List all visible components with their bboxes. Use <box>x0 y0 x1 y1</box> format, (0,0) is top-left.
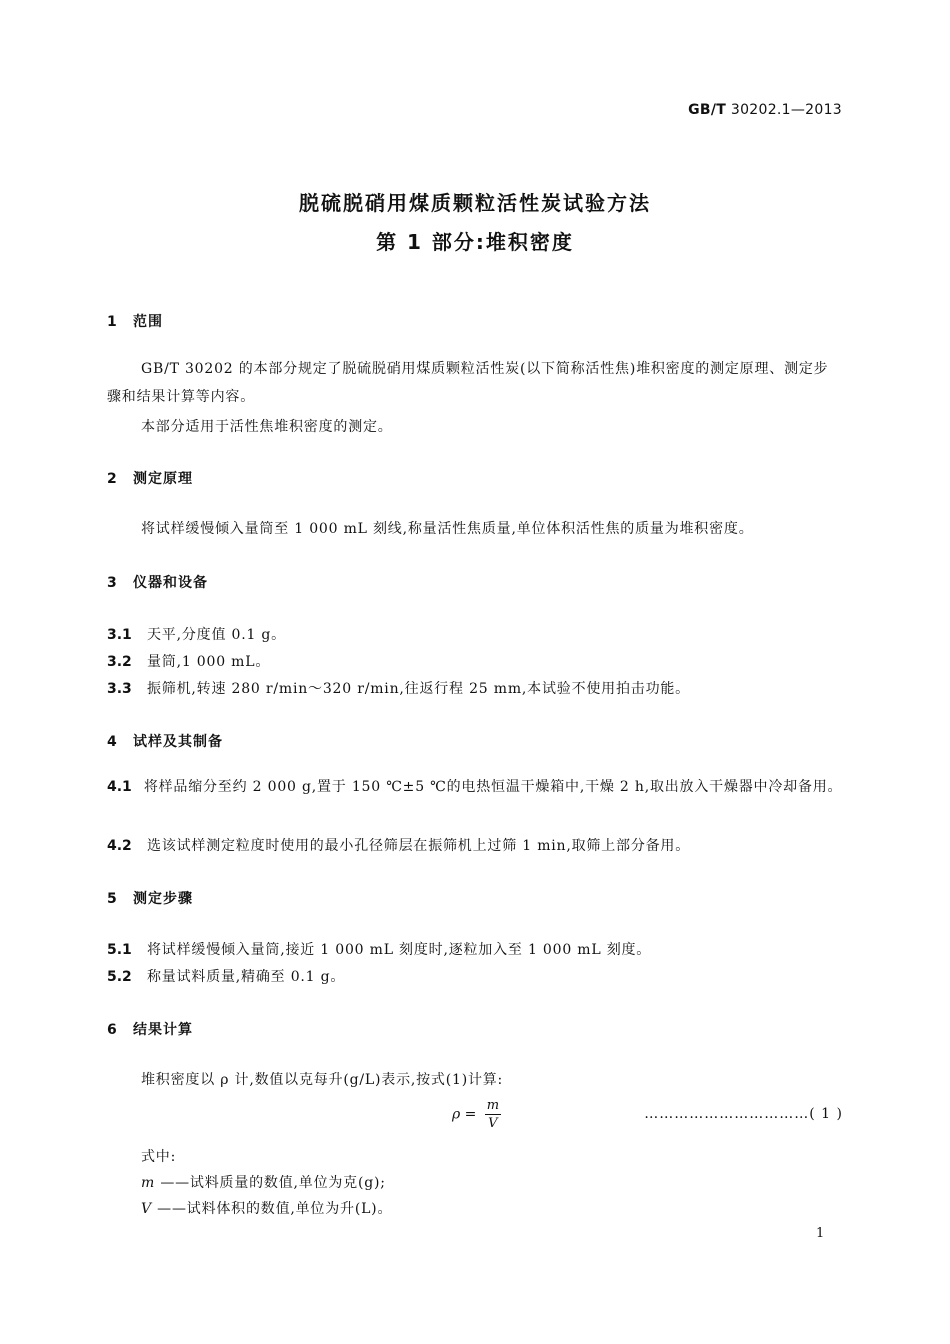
formula-density <box>452 1098 501 1131</box>
item-text: 称量试料质量,精确至 0.1 g。 <box>147 969 346 985</box>
section-title: 范围 <box>133 314 163 330</box>
section-heading-4 <box>107 731 223 751</box>
list-item <box>107 624 286 644</box>
section-title: 测定原理 <box>133 471 193 487</box>
list-item <box>107 651 270 671</box>
list-item <box>107 835 690 855</box>
section-heading-2 <box>107 468 193 488</box>
variable-description: ——试料质量的数值,单位为克(g); <box>155 1175 386 1191</box>
section-number: 4 <box>107 734 118 750</box>
section-number: 5 <box>107 891 118 907</box>
item-text: 将样品缩分至约 2 000 g,置于 150 ℃±5 ℃的电热恒温干燥箱中,干燥 2 h,取出放入干燥器中冷却备用。 <box>143 779 843 795</box>
variable-symbol: m <box>141 1175 156 1191</box>
variable-description: ——试料体积的数值,单位为升(L)。 <box>151 1201 393 1217</box>
paragraph-calc-intro: 堆积密度以 ρ 计,数值以克每升(g/L)表示,按式(1)计算: <box>141 1072 504 1088</box>
item-number: 5.2 <box>107 969 132 985</box>
section-title: 测定步骤 <box>133 891 193 907</box>
variable-definition <box>141 1172 386 1192</box>
section-number: 3 <box>107 575 118 591</box>
variable-symbol: V <box>141 1201 152 1217</box>
section-heading-1 <box>107 311 163 331</box>
section-number: 2 <box>107 471 118 487</box>
section-number: 1 <box>107 314 118 330</box>
item-text: 天平,分度值 0.1 g。 <box>147 627 286 643</box>
paragraph-scope-2: 本部分适用于活性焦堆积密度的测定。 <box>141 419 393 435</box>
section-title: 仪器和设备 <box>133 575 208 591</box>
section-heading-3 <box>107 572 208 592</box>
document-title: 脱硫脱硝用煤质颗粒活性炭试验方法 <box>299 191 651 215</box>
item-number: 4.2 <box>107 838 132 854</box>
section-title: 试样及其制备 <box>133 734 223 750</box>
section-heading-6 <box>107 1019 193 1039</box>
formula-denominator: V <box>488 1116 498 1131</box>
item-number: 3.1 <box>107 627 132 643</box>
item-text: 选该试样测定粒度时使用的最小孔径筛层在振筛机上过筛 1 min,取筛上部分备用。 <box>147 838 691 854</box>
where-label: 式中: <box>141 1149 177 1165</box>
standard-number <box>688 102 842 118</box>
item-number: 3.3 <box>107 681 132 697</box>
item-number: 4.1 <box>107 779 132 795</box>
list-item <box>107 774 843 801</box>
list-item <box>107 966 345 986</box>
list-item <box>107 939 651 959</box>
formula-numerator: m <box>486 1098 500 1113</box>
formula-fraction <box>485 1098 501 1131</box>
item-text: 振筛机,转速 280 r/min～320 r/min,往返行程 25 mm,本试验不使用拍击功能。 <box>147 681 690 697</box>
formula-lhs: ρ = <box>452 1106 477 1123</box>
page-number: 1 <box>816 1226 825 1241</box>
paragraph-principle: 将试样缓慢倾入量筒至 1 000 mL 刻线,称量活性焦质量,单位体积活性焦的质量为堆积密度。 <box>141 521 754 537</box>
standard-code: 30202.1—2013 <box>730 102 842 118</box>
item-text: 将试样缓慢倾入量筒,接近 1 000 mL 刻度时,逐粒加入至 1 000 mL 刻度。 <box>147 942 652 958</box>
item-number: 5.1 <box>107 942 132 958</box>
list-item <box>107 678 690 698</box>
section-title: 结果计算 <box>133 1022 193 1038</box>
item-text: 量筒,1 000 mL。 <box>147 654 271 670</box>
equation-number: ……………………………( 1 ) <box>644 1106 843 1122</box>
paragraph-scope-1: GB/T 30202 的本部分规定了脱硫脱硝用煤质颗粒活性炭(以下简称活性焦)堆积密度的测定原理、测定步骤和结果计算等内容。 <box>107 361 829 405</box>
section-number: 6 <box>107 1022 118 1038</box>
standard-prefix: GB/T <box>688 102 727 118</box>
document-subtitle: 第 1 部分:堆积密度 <box>376 230 574 254</box>
item-number: 3.2 <box>107 654 132 670</box>
fraction-bar <box>485 1114 501 1115</box>
section-heading-5 <box>107 888 193 908</box>
variable-definition <box>141 1198 392 1218</box>
